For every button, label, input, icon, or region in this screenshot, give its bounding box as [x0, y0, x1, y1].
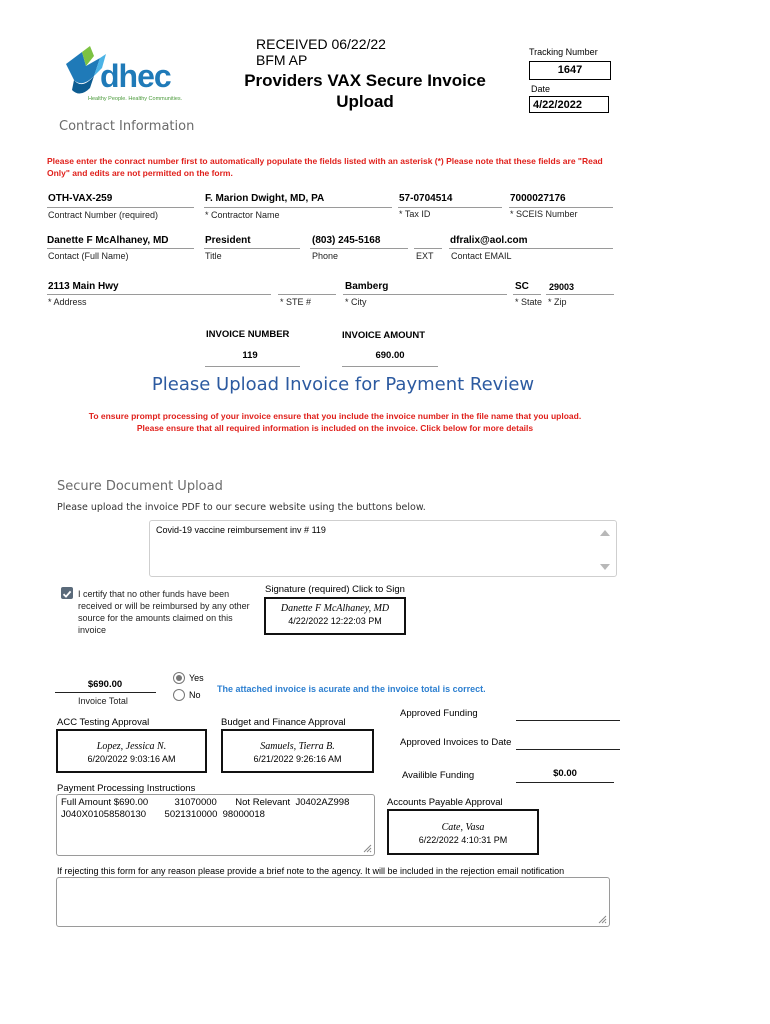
- title-label: Title: [205, 251, 222, 261]
- invoice-number-label: INVOICE NUMBER: [206, 329, 290, 340]
- certify-checkbox[interactable]: [61, 587, 73, 599]
- contract-notice: Please enter the conract number first to automatically populate the fields listed with an asterisk (*) Please note that these fields are "Read Only" and edits are not permitted on the form.: [47, 156, 603, 178]
- invoice-accuracy-statement: The attached invoice is acurate and the invoice total is correct.: [217, 684, 486, 694]
- acc-approval-name: Lopez, Jessica N.: [96, 741, 167, 752]
- payment-instructions-field[interactable]: [56, 794, 375, 856]
- radio-yes[interactable]: [173, 672, 185, 684]
- upload-notice-line2: Please ensure that all required information is included on the invoice. Click below for more details: [136, 423, 534, 433]
- page-title: [230, 70, 500, 112]
- approved-invoices-field[interactable]: [516, 737, 620, 750]
- contractor-name-label: * Contractor Name: [205, 210, 280, 220]
- upload-notice-line1: To ensure prompt processing of your invoice ensure that you include the invoice number in the file name that you upload.: [88, 411, 582, 421]
- ap-approval-name: Cate, Vasa: [441, 822, 485, 833]
- budget-approval-label: Budget and Finance Approval: [221, 717, 346, 728]
- received-stamp-line2: BFM AP: [256, 52, 308, 68]
- budget-approval-name: Samuels, Tierra B.: [260, 741, 335, 752]
- approved-funding-label: Approved Funding: [400, 708, 478, 719]
- invoice-amount-value[interactable]: 690.00: [375, 350, 405, 361]
- invoice-total-label: Invoice Total: [78, 696, 128, 706]
- invoice-total-value[interactable]: $690.00: [87, 679, 123, 690]
- provider-signature-box[interactable]: [264, 597, 406, 635]
- zip-value: 29003: [549, 282, 575, 292]
- tax-id-value: 57-0704514: [399, 193, 453, 204]
- date-label: Date: [531, 84, 551, 94]
- date-field[interactable]: 4/22/2022: [529, 96, 609, 113]
- payment-instructions-line1: Full Amount $690.00 31070000 Not Relevant J0402AZ998: [61, 797, 350, 808]
- email-value[interactable]: dfralix@aol.com: [450, 235, 528, 246]
- page-title-line2: Upload: [336, 92, 394, 111]
- approved-invoices-label: Approved Invoices to Date: [400, 737, 512, 748]
- radio-yes-label: Yes: [189, 673, 204, 683]
- uploaded-file-name[interactable]: Covid-19 vaccine reimbursement inv # 119: [156, 525, 326, 535]
- page-title-line1: Providers VAX Secure Invoice: [244, 71, 486, 90]
- scroll-up-icon[interactable]: [600, 530, 610, 536]
- available-funding-field[interactable]: $0.00: [516, 768, 614, 783]
- available-funding-label: Availible Funding: [402, 770, 475, 781]
- rejection-note-label: If rejecting this form for any reason please provide a brief note to the agency. It will be included in the rejection email notification: [57, 866, 565, 876]
- zip-label: * Zip: [548, 297, 567, 307]
- acc-approval-signature-box[interactable]: [56, 729, 207, 773]
- acc-approval-date: 6/20/2022 9:03:16 AM: [87, 754, 176, 764]
- secure-upload-title: Secure Document Upload: [57, 479, 223, 494]
- tracking-number-label: Tracking Number: [529, 47, 598, 57]
- contractor-name-value: F. Marion Dwight, MD, PA: [205, 193, 325, 204]
- tracking-number-field[interactable]: 1647: [529, 61, 611, 80]
- city-label: * City: [345, 297, 367, 307]
- budget-approval-date: 6/21/2022 9:26:16 AM: [253, 754, 342, 764]
- sceis-number-value: 7000027176: [510, 193, 566, 204]
- invoice-amount-label: INVOICE AMOUNT: [342, 330, 426, 341]
- budget-approval-signature-box[interactable]: [221, 729, 374, 773]
- certify-text: I certify that no other funds have been received or will be reimbursed by any other source for the amounts claimed on this invoice: [78, 589, 250, 635]
- logo-wordmark: dhec: [100, 58, 171, 94]
- provider-signature-date: 4/22/2022 12:22:03 PM: [288, 616, 382, 626]
- logo-tagline: Healthy People. Healthy Communities.: [88, 96, 183, 102]
- radio-no-label: No: [189, 690, 201, 700]
- ext-label: EXT: [416, 251, 434, 261]
- payment-instructions-label: Payment Processing Instructions: [57, 783, 196, 794]
- radio-no[interactable]: [173, 689, 185, 701]
- ap-approval-date: 6/22/2022 4:10:31 PM: [418, 835, 508, 845]
- tax-id-label: * Tax ID: [399, 209, 431, 219]
- payment-instructions-line2: J040X01058580130 5021310000 98000018: [61, 809, 265, 820]
- address-value: 2113 Main Hwy: [48, 281, 119, 292]
- rejection-note-field[interactable]: [56, 877, 610, 927]
- ap-approval-signature-box[interactable]: [387, 809, 539, 855]
- ap-approval-label: Accounts Payable Approval: [387, 797, 503, 808]
- uploaded-file-list[interactable]: [149, 520, 617, 577]
- ste-label: * STE #: [280, 297, 312, 307]
- address-label: * Address: [48, 297, 87, 307]
- upload-heading: Please Upload Invoice for Payment Review: [151, 374, 535, 395]
- scroll-down-icon[interactable]: [600, 564, 610, 570]
- phone-label: Phone: [312, 251, 339, 261]
- provider-signature-name: Danette F McAlhaney, MD: [280, 603, 390, 614]
- contract-section-title: Contract Information: [59, 119, 195, 134]
- resize-handle-icon[interactable]: [598, 915, 607, 924]
- upload-instructions: Please upload the invoice PDF to our secure website using the buttons below.: [57, 502, 426, 513]
- radio-yes-dot: [176, 675, 182, 681]
- invoice-number-value[interactable]: 119: [242, 350, 258, 361]
- sceis-number-label: * SCEIS Number: [510, 209, 578, 219]
- upload-notice: [40, 410, 630, 434]
- state-label: * State: [515, 297, 543, 307]
- state-value: SC: [515, 281, 529, 292]
- checkmark-icon: [61, 588, 73, 600]
- city-value: Bamberg: [345, 281, 389, 292]
- contact-name-label: Contact (Full Name): [48, 251, 129, 261]
- contract-number-value[interactable]: OTH-VAX-259: [48, 193, 113, 204]
- resize-handle-icon[interactable]: [363, 844, 372, 853]
- phone-value[interactable]: (803) 245-5168: [312, 235, 381, 246]
- contract-number-label: Contract Number (required): [48, 210, 159, 220]
- title-value[interactable]: President: [205, 235, 251, 246]
- approved-funding-field[interactable]: [516, 708, 620, 721]
- contact-name-value[interactable]: Danette F McAlhaney, MD: [47, 235, 169, 246]
- received-stamp-line1: RECEIVED 06/22/22: [256, 36, 386, 52]
- acc-approval-label: ACC Testing Approval: [57, 717, 150, 728]
- signature-label: Signature (required) Click to Sign: [265, 584, 405, 595]
- email-label: Contact EMAIL: [451, 251, 512, 261]
